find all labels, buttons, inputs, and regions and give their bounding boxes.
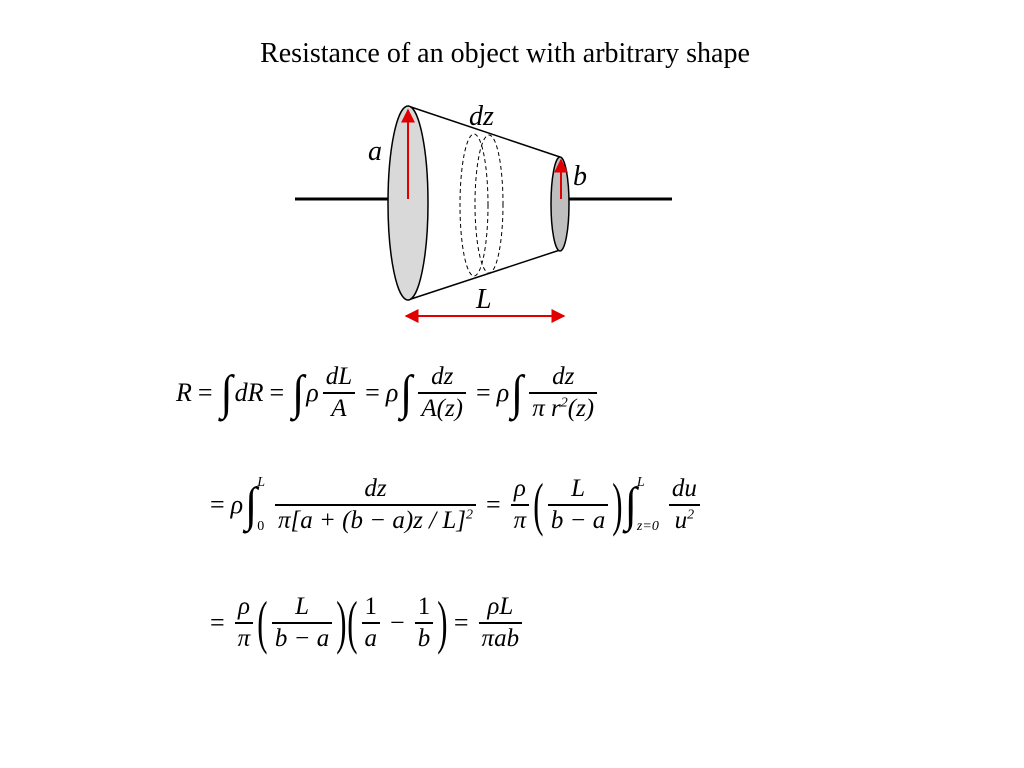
eq1-frac-dz-pir2z [529,362,597,424]
eq3-frac-L-bma [272,592,332,654]
eq2-lower-limit-2: z=0 [636,518,659,534]
eq2-integral-1: ∫ [245,477,258,532]
eq1-rho-2: ρ [385,377,399,407]
eq3-rho: ρ [237,593,250,620]
eq2-upper-limit-2: L [636,474,645,490]
eq2-frac-du-u2 [669,474,700,536]
conical-resistor-diagram [0,0,1024,340]
equation-line-1 [176,362,601,424]
equation-line-2 [204,474,704,536]
eq2-frac-rho-pi [511,474,530,536]
eq2-numerator: dz [364,475,387,502]
eq1-equals-3: = [365,377,380,407]
eq2-u: u [674,506,688,534]
page-title: Resistance of an object with arbitrary shape [260,38,750,69]
slice-left-dashed [460,134,488,276]
eq2-u2 [672,506,698,536]
left-paren: ( [347,590,358,656]
eq1-pir2z [529,394,597,424]
eq1-rho-3: ρ [496,377,510,407]
eq3-L: L [295,593,309,620]
eq2-equals-2: = [485,489,501,519]
eq1-integral-2: ∫ [292,365,305,420]
eq2-bma: b − a [550,506,606,534]
eq3-frac-rho-pi [235,592,254,654]
label-b: b [573,161,587,192]
eq1-integral-1: ∫ [220,365,233,420]
eq3-one-a: 1 [364,593,378,620]
eq3-piab: πab [481,624,520,652]
label-a: a [368,136,382,167]
eq2-limits-2 [637,475,659,535]
eq3-bma: b − a [274,624,330,652]
label-L: L [476,284,492,315]
eq3-equals-1: = [210,607,225,637]
right-paren: ) [612,472,623,538]
eq2-u-exponent: 2 [687,507,695,523]
eq2-rho-num: ρ [513,475,526,502]
left-paren: ( [257,590,268,656]
eq2-equals-1: = [210,489,225,519]
eq3-b: b [417,624,431,652]
eq3-minus: − [390,607,405,637]
eq3-equals-2: = [453,607,469,637]
eq2-L: L [571,475,585,502]
eq2-frac-L-bma [548,474,608,536]
eq1-dz-2: dz [552,363,575,390]
right-paren: ) [336,590,347,656]
eq3-pi: π [237,624,251,652]
eq2-rho: ρ [230,489,244,519]
left-paren: ( [533,472,544,538]
eq1-pi-r: π r [532,394,561,422]
eq3-a: a [364,624,378,652]
eq3-frac-result [479,592,523,654]
eq1-rho-1: ρ [306,377,319,407]
eq3-rhoL: ρL [487,593,514,620]
eq2-limits-1 [257,475,265,535]
eq3-frac-1-a [362,592,381,654]
eq2-den-expr: π[a + (b − a)z / L] [278,506,466,534]
eq2-main-fraction [275,474,476,536]
eq1-R: R [176,377,192,407]
eq2-den-exponent: 2 [465,507,473,523]
eq2-pi-den: π [513,506,527,534]
slice-right-dashed [475,135,503,273]
eq1-integral-3: ∫ [400,365,413,420]
right-paren: ) [437,590,448,656]
eq2-denominator [275,506,476,536]
eq2-integral-2: ∫ [624,477,637,532]
eq1-dL: dL [325,363,353,390]
eq1-frac-dz-Az [418,362,466,424]
eq1-equals-1: = [197,377,213,407]
eq2-lower-limit: 0 [257,518,265,534]
eq2-upper-limit: L [257,474,266,490]
eq1-exp-2: 2 [560,395,568,411]
label-dz: dz [469,101,494,132]
eq1-equals-2: = [269,377,285,407]
eq2-du: du [671,475,697,502]
eq3-frac-1-b [415,592,434,654]
eq1-Az: A(z) [421,394,464,422]
eq3-one-b: 1 [417,593,431,620]
eq1-of-z: (z) [567,394,595,422]
eq1-dz-1: dz [431,363,454,390]
eq1-equals-4: = [476,377,491,407]
eq1-integral-4: ∫ [511,365,524,420]
eq1-A: A [331,394,347,422]
equation-line-3 [204,592,526,654]
eq1-dR: dR [234,377,264,407]
eq1-frac-dL-A [323,362,355,424]
